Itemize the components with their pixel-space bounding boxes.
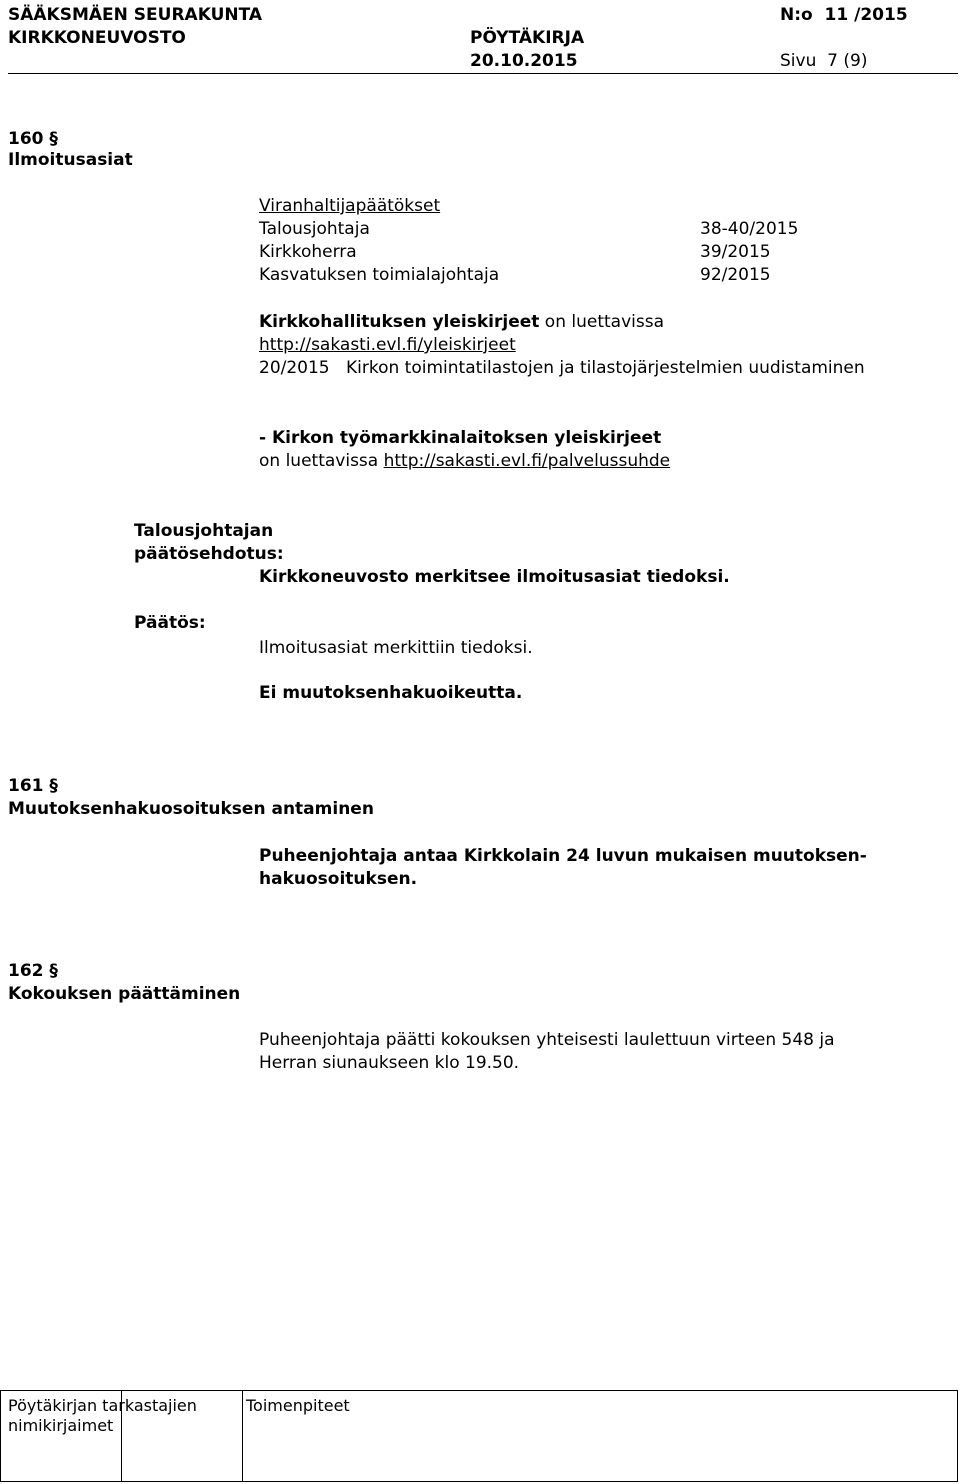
section-161-number: 161 §: [8, 776, 58, 796]
decision-text: Ilmoitusasiat merkittiin tiedoksi.: [259, 638, 533, 658]
decision-nums: 92/2015: [700, 265, 771, 285]
body-name: KIRKKONEUVOSTO: [8, 28, 186, 48]
general-letters-line: Kirkkohallituksen yleiskirjeet on luettavissa: [259, 312, 665, 332]
section-162-text: Puheenjohtaja päätti kokouksen yhteisesti laulettuun virteen 548 ja: [259, 1030, 835, 1050]
section-160-title: Ilmoitusasiat: [8, 150, 133, 170]
page-number: Sivu 7 (9): [780, 51, 868, 71]
footer-actions-label: Toimenpiteet: [246, 1396, 350, 1415]
decision-label: Päätös:: [134, 613, 206, 633]
decision-role: Kirkkoherra: [259, 242, 357, 262]
section-161-title: Muutoksenhakuosoituksen antaminen: [8, 799, 374, 819]
header-rule: [8, 73, 958, 74]
footer-initials-label: Pöytäkirjan tarkastajien: [8, 1396, 197, 1415]
meeting-date: 20.10.2015: [470, 51, 578, 71]
doc-type: PÖYTÄKIRJA: [470, 28, 585, 48]
proposal-label: päätösehdotus:: [134, 544, 284, 564]
doc-number: N:o 11 /2015: [780, 5, 908, 25]
proposal-text: Kirkkoneuvosto merkitsee ilmoitusasiat tiedoksi.: [259, 567, 730, 587]
appeal-note: Ei muutoksenhakuoikeutta.: [259, 683, 523, 703]
decision-nums: 38-40/2015: [700, 219, 799, 239]
section-162-text: Herran siunaukseen klo 19.50.: [259, 1053, 520, 1073]
section-symbol: §: [49, 776, 58, 796]
decision-role: Kasvatuksen toimialajohtaja: [259, 265, 500, 285]
labor-letters-link[interactable]: http://sakasti.evl.fi/palvelussuhde: [383, 451, 671, 471]
section-161-text: hakuosoituksen.: [259, 869, 418, 889]
section-symbol: §: [49, 129, 58, 149]
footer-initials-label: nimikirjaimet: [8, 1416, 114, 1435]
section-160-number: 160 §: [8, 129, 58, 149]
letter-description: Kirkon toimintatilastojen ja tilastojärjestelmien uudistaminen: [346, 358, 865, 378]
decisions-heading: Viranhaltijapäätökset: [259, 196, 441, 216]
labor-letters-line: on luettavissa http://sakasti.evl.fi/palvelussuhde: [259, 451, 671, 471]
section-162-title: Kokouksen päättäminen: [8, 984, 241, 1004]
section-162-number: 162 §: [8, 961, 58, 981]
decision-nums: 39/2015: [700, 242, 771, 262]
proposal-label: Talousjohtajan: [134, 521, 274, 541]
decision-role: Talousjohtaja: [259, 219, 370, 239]
labor-letters-heading: - Kirkon työmarkkinalaitoksen yleiskirjeet: [259, 428, 662, 448]
section-161-text: Puheenjohtaja antaa Kirkkolain 24 luvun mukaisen muutoksen-: [259, 846, 867, 866]
general-letters-link[interactable]: http://sakasti.evl.fi/yleiskirjeet: [259, 335, 516, 355]
letter-number: 20/2015: [259, 358, 330, 378]
section-symbol: §: [49, 961, 58, 981]
org-name: SÄÄKSMÄEN SEURAKUNTA: [8, 5, 263, 25]
